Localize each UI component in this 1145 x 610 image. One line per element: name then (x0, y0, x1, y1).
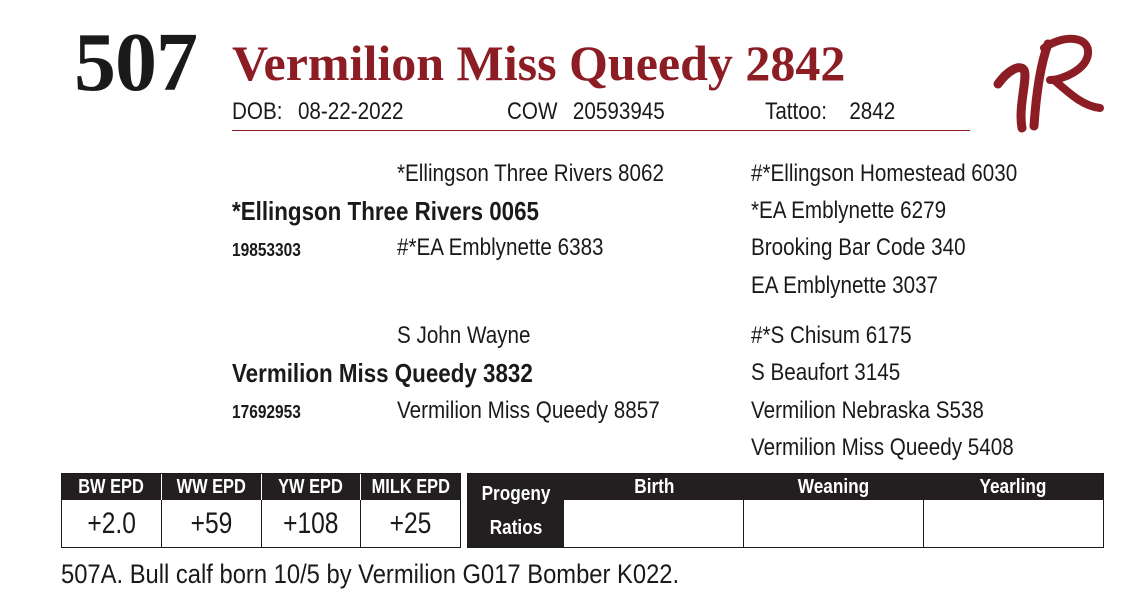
dam-sire: S John Wayne (397, 322, 531, 349)
sire-sire: *Ellingson Three Rivers 8062 (397, 160, 664, 187)
dob-value: 08-22-2022 (297, 98, 404, 125)
sire-dam: #*EA Emblynette 6383 (397, 234, 604, 261)
epd-value-row (62, 500, 460, 547)
epd-header-yw: YW EPD (262, 474, 362, 500)
progeny-ratios-label: Progeny Ratios (468, 474, 564, 547)
progeny-value-row (564, 500, 1103, 547)
progeny-cell-yearling (924, 500, 1103, 547)
dob-field (232, 98, 404, 126)
epd-value-yw: +108 (262, 500, 362, 547)
tattoo-field (765, 98, 895, 126)
dam-sire-dam: S Beaufort 3145 (751, 359, 901, 386)
progeny-header-row (564, 474, 1103, 500)
sire-name: *Ellingson Three Rivers 0065 (232, 196, 539, 226)
cow-label: COW (507, 98, 558, 125)
progeny-cell-weaning (744, 500, 924, 547)
sire-sire-sire: #*Ellingson Homestead 6030 (751, 160, 1018, 187)
tattoo-label: Tattoo: (765, 98, 827, 125)
dam-registration: 17692953 (232, 402, 301, 422)
epd-header-milk: MILK EPD (371, 476, 450, 498)
sire-dam-dam: EA Emblynette 3037 (751, 272, 939, 299)
dam-dam-dam: Vermilion Miss Queedy 5408 (751, 434, 1014, 461)
header-divider (232, 130, 970, 131)
progeny-ratios-table (467, 473, 1104, 548)
progeny-header-yearling: Yearling (979, 476, 1047, 498)
epd-header-bw: BW EPD (62, 474, 162, 500)
lot-number: 507 (74, 16, 197, 109)
tattoo-value: 2842 (849, 98, 896, 125)
epd-header-row (62, 474, 460, 500)
progeny-header-weaning: Weaning (797, 476, 870, 498)
epd-header-ww: WW EPD (162, 474, 262, 500)
sire-dam-sire: Brooking Bar Code 340 (751, 234, 966, 261)
dam-name: Vermilion Miss Queedy 3832 (232, 358, 533, 388)
cow-number: 20593945 (572, 98, 665, 125)
dam-sire-sire: #*S Chisum 6175 (751, 322, 912, 349)
epd-value-bw: +2.0 (62, 500, 162, 547)
vr-brand-logo-icon (990, 26, 1110, 138)
progeny-header-birth: Birth (633, 476, 674, 498)
epd-value-ww: +59 (162, 500, 262, 547)
dob-label: DOB: (232, 98, 283, 125)
progeny-cell-birth (564, 500, 744, 547)
sire-sire-dam: *EA Emblynette 6279 (751, 197, 947, 224)
sire-registration: 19853303 (232, 240, 301, 260)
dam-dam: Vermilion Miss Queedy 8857 (397, 397, 660, 424)
lot-footnote: 507A. Bull calf born 10/5 by Vermilion G017 Bomber K022. (61, 559, 680, 589)
cow-field (507, 98, 665, 126)
dam-dam-sire: Vermilion Nebraska S538 (751, 397, 984, 424)
epd-value-milk: +25 (389, 507, 432, 540)
epd-table (61, 473, 461, 548)
animal-name: Vermilion Miss Queedy 2842 (232, 35, 846, 91)
